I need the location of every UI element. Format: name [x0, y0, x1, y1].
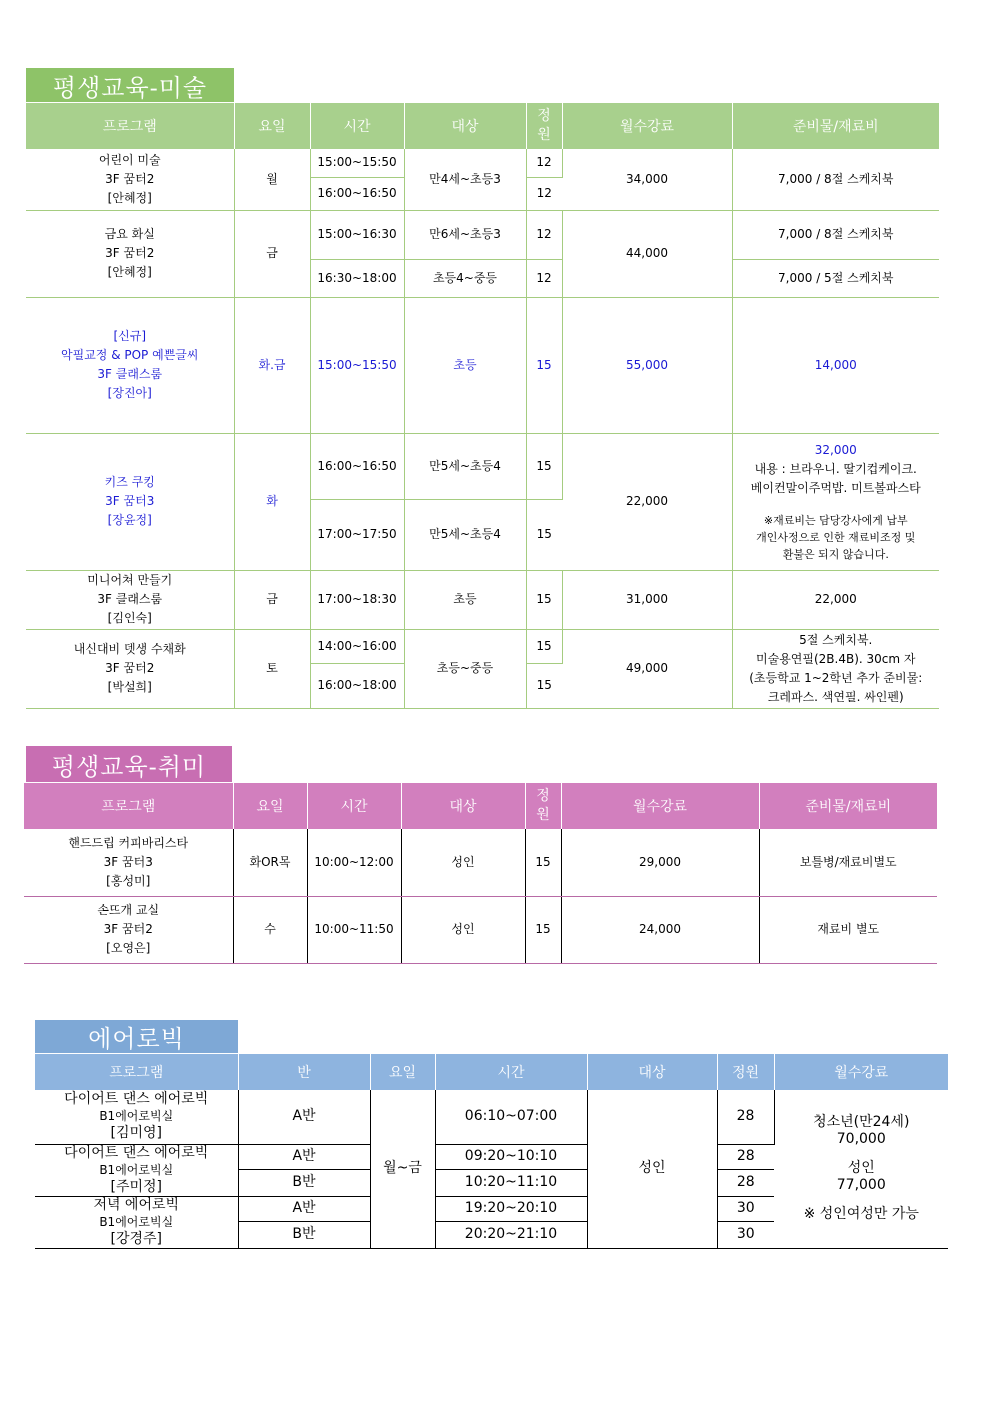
fee-cell: 24,000	[561, 896, 759, 963]
program-teacher: [박설희]	[107, 680, 152, 694]
material-cell: 7,000 / 8절 스케치북	[732, 149, 939, 210]
header-target: 대상	[401, 783, 525, 829]
program-room: 3F 꿈터2	[103, 922, 153, 936]
new-badge: [신규]	[113, 329, 147, 343]
program-name: 저녁 에어로빅	[93, 1196, 180, 1213]
program-name: 다이어트 댄스 에어로빅	[64, 1091, 209, 1108]
material-cell	[732, 629, 939, 708]
capacity-cell: 12	[526, 259, 562, 297]
target-cell: 성인	[401, 896, 525, 963]
target-cell: 만5세~초등4	[404, 433, 526, 499]
program-room: 3F 꿈터2	[105, 661, 155, 675]
material-line: (초등학교 1~2학년 추가 준비물:	[749, 670, 923, 685]
program-room: B1에어로빅실	[99, 1109, 174, 1124]
day-cell: 금	[234, 210, 310, 297]
program-cell	[26, 433, 234, 570]
material-price: 32,000	[814, 442, 857, 457]
program-teacher: [장진아]	[107, 386, 152, 400]
table-row	[26, 570, 939, 629]
program-room: 3F 꿈터3	[103, 854, 153, 869]
capacity-cell: 15	[525, 829, 561, 896]
table-row	[26, 629, 939, 663]
time-cell: 15:00~16:30	[310, 210, 404, 259]
time-cell: 19:20~20:10	[435, 1196, 587, 1221]
capacity-cell: 28	[717, 1144, 774, 1169]
fee-line: 청소년(만24세)	[813, 1114, 910, 1131]
material-cell: 14,000	[732, 297, 939, 433]
capacity-cell: 12	[526, 210, 562, 259]
target-cell: 초등~중등	[404, 629, 526, 708]
day-cell: 화OR목	[233, 829, 307, 896]
program-teacher: [오영은]	[106, 941, 151, 955]
section-title-art: 평생교육-미술	[26, 68, 234, 102]
header-material: 준비물/재료비	[759, 783, 937, 829]
table-row	[35, 1090, 948, 1144]
fee-cell: 31,000	[562, 570, 732, 629]
capacity-cell: 28	[717, 1090, 774, 1144]
time-cell: 17:00~17:50	[310, 499, 404, 570]
fee-cell: 49,000	[562, 629, 732, 708]
fee-cell: 29,000	[561, 829, 759, 896]
capacity-cell: 15	[526, 499, 562, 570]
fee-line: 70,000	[836, 1131, 886, 1148]
program-teacher: [김미영]	[110, 1125, 162, 1142]
time-cell: 15:00~15:50	[310, 149, 404, 177]
table-row	[26, 149, 939, 177]
header-time: 시간	[310, 103, 404, 149]
material-line: 크레파스. 색연필. 싸인펜)	[767, 689, 904, 704]
section-title-aerobic: 에어로빅	[35, 1020, 238, 1053]
program-name: 금요 화실	[104, 227, 155, 241]
capacity-cell: 15	[526, 570, 562, 629]
table-row	[26, 433, 939, 499]
material-line: 5절 스케치북.	[799, 632, 873, 647]
material-cell: 보틀병/재료비별도	[759, 829, 937, 896]
header-program: 프로그램	[24, 783, 233, 829]
class-cell: A반	[238, 1196, 370, 1221]
program-teacher: [홍성미]	[106, 873, 151, 888]
program-teacher: [주미정]	[110, 1178, 162, 1195]
material-line: 베이컨말이주먹밥. 미트볼파스타	[750, 480, 921, 495]
program-room: 3F 꿈터2	[105, 171, 155, 186]
program-room: 3F 꿈터3	[105, 494, 155, 508]
fee-line: 77,000	[836, 1177, 886, 1194]
table-row	[26, 297, 939, 433]
day-cell: 금	[234, 570, 310, 629]
day-cell: 화	[234, 433, 310, 570]
time-cell: 09:20~10:10	[435, 1144, 587, 1169]
day-cell: 화.금	[234, 297, 310, 433]
program-name: 손뜨개 교실	[97, 903, 160, 917]
material-line: 내용 : 브라우니. 딸기컵케이크.	[754, 461, 917, 476]
header-capacity: 정 원	[525, 783, 561, 829]
material-cell	[732, 433, 939, 570]
time-cell: 10:00~11:50	[307, 896, 401, 963]
header-program: 프로그램	[35, 1054, 238, 1090]
program-teacher: [안혜정]	[107, 190, 152, 205]
time-cell: 15:00~15:50	[310, 297, 404, 433]
target-cell: 만6세~초등3	[404, 210, 526, 259]
program-cell	[26, 570, 234, 629]
header-class: 반	[238, 1054, 370, 1090]
capacity-cell: 30	[717, 1196, 774, 1221]
header-target: 대상	[587, 1054, 717, 1090]
program-teacher: [김인숙]	[107, 611, 152, 625]
program-cell	[35, 1090, 238, 1144]
capacity-cell: 15	[526, 663, 562, 708]
class-cell: B반	[238, 1169, 370, 1196]
class-cell: A반	[238, 1144, 370, 1169]
capacity-cell: 12	[526, 149, 562, 177]
fee-note: ※ 성인여성만 가능	[803, 1206, 919, 1223]
program-name: 악필교정 & POP 예쁜글씨	[61, 348, 199, 362]
program-cell	[24, 896, 233, 963]
target-cell: 만4세~초등3	[404, 149, 526, 210]
table-row	[26, 210, 939, 259]
program-room: B1에어로빅실	[99, 1162, 174, 1177]
program-cell	[26, 210, 234, 297]
program-cell	[26, 149, 234, 210]
program-cell	[35, 1196, 238, 1248]
time-cell: 10:00~12:00	[307, 829, 401, 896]
header-time: 시간	[435, 1054, 587, 1090]
program-name: 미니어쳐 만들기	[87, 573, 173, 587]
header-material: 준비물/재료비	[732, 103, 939, 149]
time-cell: 16:00~16:50	[310, 433, 404, 499]
fee-cell: 22,000	[562, 433, 732, 570]
program-room: 3F 클래스룸	[97, 367, 163, 381]
material-cell: 22,000	[732, 570, 939, 629]
hobby-table	[24, 783, 937, 964]
header-capacity: 정 원	[526, 103, 562, 149]
program-cell	[26, 629, 234, 708]
program-room: 3F 클래스룸	[97, 592, 163, 606]
target-cell: 초등	[404, 297, 526, 433]
day-cell: 수	[233, 896, 307, 963]
table-row	[24, 829, 937, 896]
target-cell: 초등	[404, 570, 526, 629]
target-cell: 만5세~초등4	[404, 499, 526, 570]
aerobic-table	[35, 1054, 948, 1249]
fee-cell: 55,000	[562, 297, 732, 433]
program-teacher: [안혜정]	[107, 265, 152, 279]
header-day: 요일	[233, 783, 307, 829]
program-name: 어린이 미술	[98, 152, 161, 167]
program-name: 내신대비 뎃생 수채화	[73, 642, 186, 656]
header-program: 프로그램	[26, 103, 234, 149]
header-fee: 월수강료	[774, 1054, 948, 1090]
material-cell: 7,000 / 5절 스케치북	[732, 259, 939, 297]
fee-cell: 44,000	[562, 210, 732, 297]
day-cell: 월~금	[370, 1090, 435, 1248]
program-teacher: [장윤정]	[107, 513, 152, 527]
time-cell: 10:20~11:10	[435, 1169, 587, 1196]
material-cell: 재료비 별도	[759, 896, 937, 963]
material-note: 환불은 되지 않습니다.	[782, 547, 889, 561]
time-cell: 16:30~18:00	[310, 259, 404, 297]
capacity-cell: 15	[526, 629, 562, 663]
section-title-hobby: 평생교육-취미	[26, 746, 232, 782]
program-room: B1에어로빅실	[99, 1214, 174, 1229]
class-cell: A반	[238, 1090, 370, 1144]
time-cell: 16:00~18:00	[310, 663, 404, 708]
fee-cell	[774, 1090, 948, 1248]
time-cell: 14:00~16:00	[310, 629, 404, 663]
day-cell: 토	[234, 629, 310, 708]
class-cell: B반	[238, 1221, 370, 1248]
header-fee: 월수강료	[562, 103, 732, 149]
header-time: 시간	[307, 783, 401, 829]
fee-cell: 34,000	[562, 149, 732, 210]
time-cell: 16:00~16:50	[310, 177, 404, 210]
material-cell: 7,000 / 8절 스케치북	[732, 210, 939, 259]
time-cell: 20:20~21:10	[435, 1221, 587, 1248]
art-table	[26, 103, 939, 709]
capacity-cell: 15	[526, 433, 562, 499]
program-cell	[26, 297, 234, 433]
fee-line: 성인	[847, 1160, 875, 1177]
table-row	[24, 896, 937, 963]
target-cell: 초등4~중등	[404, 259, 526, 297]
capacity-cell: 15	[525, 896, 561, 963]
capacity-cell: 12	[526, 177, 562, 210]
time-cell: 06:10~07:00	[435, 1090, 587, 1144]
program-name: 키즈 쿠킹	[104, 475, 155, 489]
capacity-cell: 28	[717, 1169, 774, 1196]
program-cell	[35, 1144, 238, 1196]
day-cell: 월	[234, 149, 310, 210]
header-capacity: 정원	[717, 1054, 774, 1090]
material-note: ※재료비는 담당강사에게 납부	[763, 513, 908, 527]
program-room: 3F 꿈터2	[105, 246, 155, 260]
material-note: 개인사정으로 인한 재료비조정 및	[756, 530, 916, 544]
capacity-cell: 15	[526, 297, 562, 433]
program-name: 다이어트 댄스 에어로빅	[64, 1144, 209, 1161]
capacity-cell: 30	[717, 1221, 774, 1248]
target-cell: 성인	[587, 1090, 717, 1248]
program-teacher: [강경주]	[110, 1230, 162, 1247]
time-cell: 17:00~18:30	[310, 570, 404, 629]
program-cell	[24, 829, 233, 896]
material-line: 미술용연필(2B.4B). 30cm 자	[756, 651, 916, 666]
header-fee: 월수강료	[561, 783, 759, 829]
program-name: 핸드드립 커피바리스타	[68, 835, 189, 850]
target-cell: 성인	[401, 829, 525, 896]
header-day: 요일	[234, 103, 310, 149]
header-target: 대상	[404, 103, 526, 149]
header-day: 요일	[370, 1054, 435, 1090]
